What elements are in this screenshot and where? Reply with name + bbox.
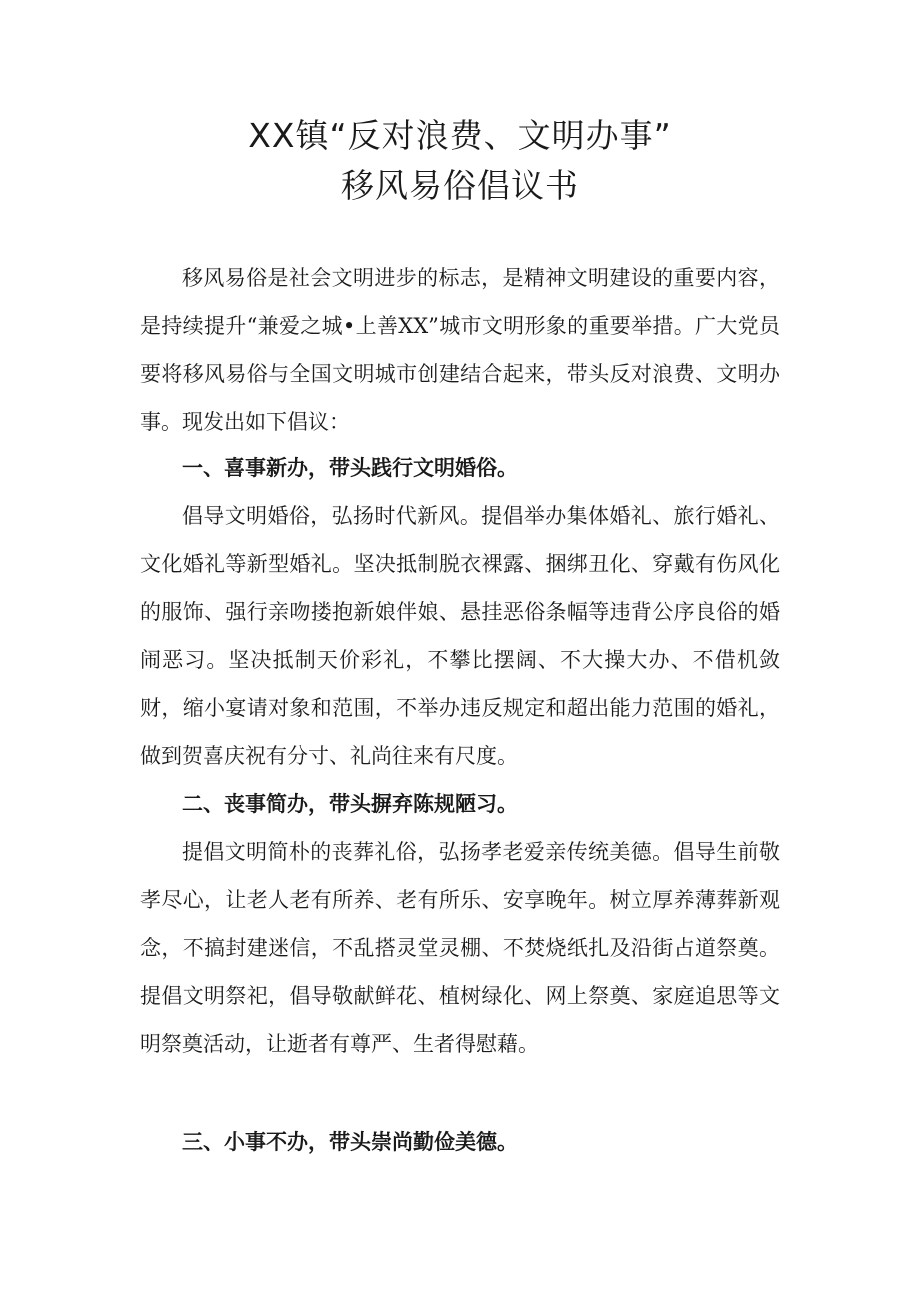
section-2-body: 提倡文明简朴的丧葬礼俗，弘扬孝老爱亲传统美德。倡导生前敬孝尽心，让老人老有所养、老有所乐、安享晚年。树立厚养薄葬新观念，不搞封建迷信，不乱搭灵堂灵棚、不焚烧纸扎及沿街占道祭奠。提倡文明祭祀，倡导敬献鲜花、植树绿化、网上祭奠、家庭追思等文明祭奠活动，让逝者有尊严、生者得慰藉。 [140,840,780,1056]
section-3-heading: 三、小事不办，带头崇尚勤俭美德。 [182,1130,518,1154]
document-title-line-1: XX镇“反对浪费、文明办事” [248,116,672,155]
section-1-body: 倡导文明婚俗，弘扬时代新风。提倡举办集体婚礼、旅行婚礼、文化婚礼等新型婚礼。坚决抵制脱衣裸露、捆绑丑化、穿戴有伤风化的服饰、强行亲吻搂抱新娘伴娘、悬挂恶俗条幅等违背公序良俗的婚闹恶习。坚决抵制天价彩礼，不攀比摆阔、不大操大办、不借机敛财，缩小宴请对象和范围，不举办违反规定和超出能力范围的婚礼，做到贺喜庆祝有分寸、礼尚往来有尺度。 [140,504,780,768]
section-2-heading: 二、丧事简办，带头摒弃陈规陋习。 [182,792,518,816]
section-1-heading: 一、喜事新办，带头践行文明婚俗。 [182,456,518,480]
document-title-line-2: 移风易俗倡议书 [341,166,579,205]
intro-paragraph: 移风易俗是社会文明进步的标志，是精神文明建设的重要内容，是持续提升“兼爱之城•上善XX”城市文明形象的重要举措。广大党员要将移风易俗与全国文明城市创建结合起来，带头反对浪费、文明办事。现发出如下倡议： [140,266,780,434]
